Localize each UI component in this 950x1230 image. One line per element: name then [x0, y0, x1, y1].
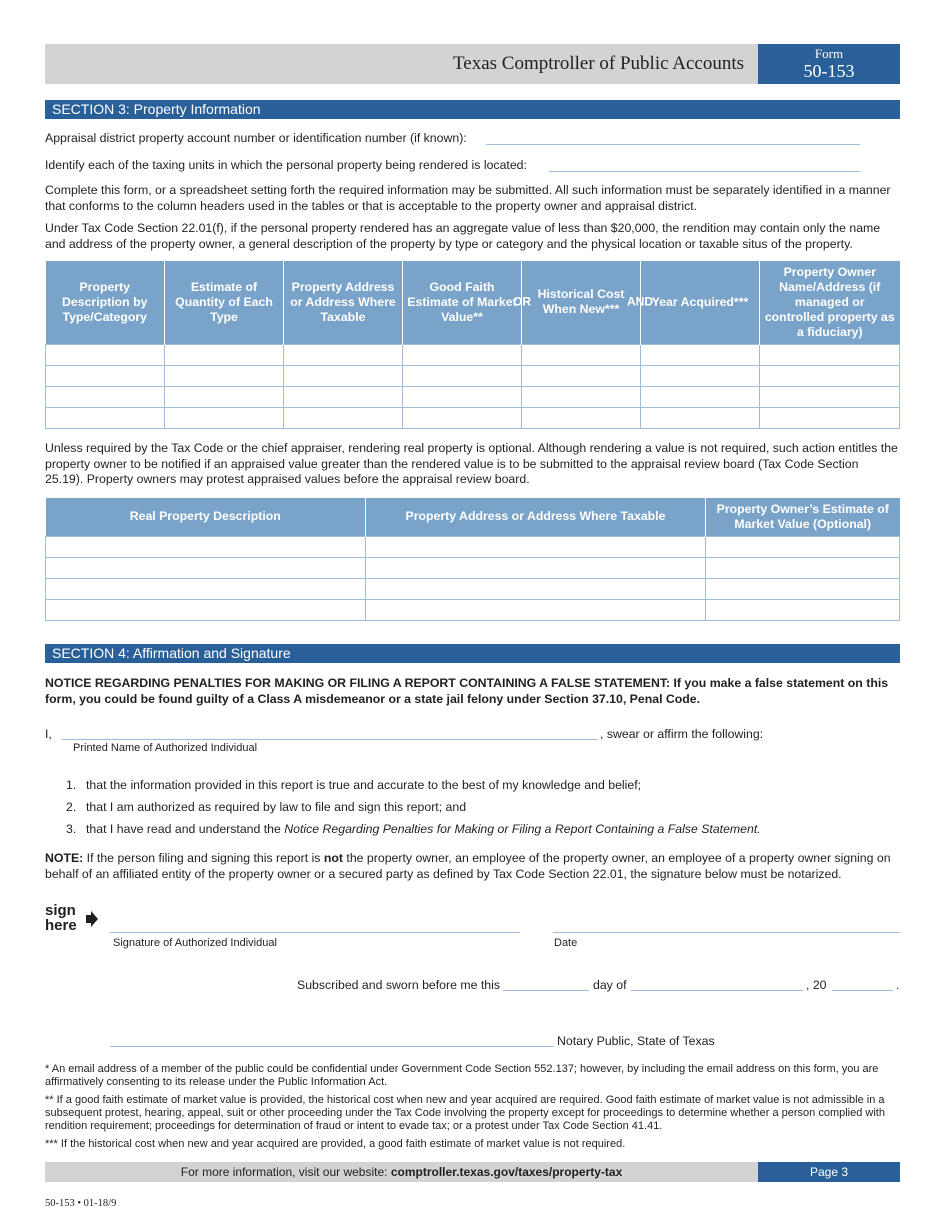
printed-name-field[interactable]	[62, 739, 598, 740]
form-number-badge	[758, 44, 900, 84]
table-cell[interactable]	[284, 407, 403, 428]
year-prefix: , 20	[806, 978, 827, 992]
col-header-description: Property Description by Type/Category	[46, 261, 165, 344]
section4-title: SECTION 4: Affirmation and Signature	[45, 644, 900, 663]
table-cell[interactable]	[165, 365, 284, 386]
col-header-real-property-description: Real Property Description	[46, 498, 366, 536]
col-header-owner-estimate: Property Owner’s Estimate of Market Value (Optional)	[706, 498, 900, 536]
table-cell[interactable]	[46, 344, 165, 365]
swear-label: , swear or affirm the following:	[600, 727, 764, 741]
affirmation-item-1: 1. that the information provided in this report is true and accurate to the best of my knowledge and belief;	[66, 778, 642, 792]
penalty-notice: NOTICE REGARDING PENALTIES FOR MAKING OR FILING A REPORT CONTAINING A FALSE STATEMENT: If you make a false statement on this form, you could be found guilty of a Class A misdemeanor or a state jail felony under Section 37.10, Penal Code.	[45, 676, 889, 706]
table-cell[interactable]	[165, 386, 284, 407]
table-cell[interactable]	[522, 344, 641, 365]
table-cell[interactable]	[641, 344, 760, 365]
table-cell[interactable]	[706, 578, 900, 599]
account-number-field[interactable]	[486, 144, 860, 145]
table-row	[46, 386, 900, 407]
table-cell[interactable]	[366, 578, 706, 599]
year-field[interactable]	[832, 990, 893, 991]
table-row	[46, 557, 900, 578]
real-property-table	[45, 498, 900, 621]
header-bar	[45, 44, 758, 84]
table-cell[interactable]	[46, 386, 165, 407]
account-number-label: Appraisal district property account number or identification number (if known):	[45, 131, 467, 145]
table-cell[interactable]	[641, 386, 760, 407]
arrow-right-icon	[85, 911, 99, 927]
taxing-units-field[interactable]	[549, 171, 860, 172]
notary-signature-field[interactable]	[110, 1046, 554, 1047]
instructions-paragraph-2: Under Tax Code Section 22.01(f), if the personal property rendered has an aggregate value of less than $20,000, the rendition may contain only the name and address of the property owner, a general description of the property by type or category and the physical location or taxable situs of the property.	[45, 221, 881, 251]
month-field[interactable]	[631, 990, 803, 991]
printed-name-caption: Printed Name of Authorized Individual	[73, 742, 258, 754]
and-conjunction: AND	[627, 294, 653, 309]
footnote-3: *** If the historical cost when new and year acquired are provided, a good faith estimate of market value is not required.	[45, 1138, 626, 1150]
table-cell[interactable]	[366, 599, 706, 620]
table-cell[interactable]	[284, 365, 403, 386]
notarization-note: NOTE: If the person filing and signing this report is not the property owner, an employee of the property owner, an employee of a property owner signing on behalf of an affiliated entity of the property owner or a secured party as defined by Tax Code Section 22.01, the signature below must be notarized.	[45, 851, 891, 881]
footer-info: For more information, visit our website: comptroller.texas.gov/taxes/property-tax	[45, 1162, 758, 1182]
agency-name: Texas Comptroller of Public Accounts	[452, 53, 744, 74]
table-cell[interactable]	[46, 536, 366, 557]
affirmation-item-2: 2. that I am authorized as required by law to file and sign this report; and	[66, 800, 467, 814]
table-cell[interactable]	[706, 599, 900, 620]
instructions-paragraph-3: Unless required by the Tax Code or the chief appraiser, rendering real property is optional. Although rendering a value is not required, such action entitles the property owner to be notified if an appraised value greater than the rendered value is to be submitted to the appraisal review board (Tax Code Section 25.19). Property owners may protest appraised values before the appraisal review board.	[45, 441, 898, 486]
table-cell[interactable]	[46, 599, 366, 620]
date-caption: Date	[554, 937, 578, 949]
table-cell[interactable]	[284, 344, 403, 365]
table-cell[interactable]	[46, 365, 165, 386]
table-cell[interactable]	[366, 536, 706, 557]
table-row	[46, 407, 900, 428]
col-header-year-acquired: Year Acquired***	[641, 261, 760, 344]
table-cell[interactable]	[46, 557, 366, 578]
table-cell[interactable]	[403, 344, 522, 365]
or-conjunction: OR	[513, 294, 531, 309]
table-row	[46, 365, 900, 386]
table-cell[interactable]	[522, 365, 641, 386]
col-header-quantity: Estimate of Quantity of Each Type	[165, 261, 284, 344]
page-number: Page 3	[758, 1162, 900, 1182]
footnote-2: ** If a good faith estimate of market value is provided, the historical cost when new and year acquired are required. Good faith estimate of market value is not admissible in a subsequent protest, hearing, appeal, suit or other proceeding under the Tax Code involving the property except for proceedings to determine whether a person complied with rendition requirement; proceedings for determination of fraud or intent to evade tax; or a protest under Tax Code Section 41.41.	[45, 1094, 885, 1132]
table-cell[interactable]	[46, 407, 165, 428]
sign-here-marker: sign here	[45, 902, 77, 934]
form-number: 50-153	[803, 61, 855, 81]
date-field[interactable]	[553, 932, 900, 933]
col-header-owner: Property Owner Name/Address (if managed or controlled property as a fiduciary)	[760, 261, 900, 344]
table-cell[interactable]	[366, 557, 706, 578]
taxing-units-label: Identify each of the taxing units in which the personal property being rendered is located:	[45, 158, 527, 172]
col-header-address: Property Address or Address Where Taxable	[284, 261, 403, 344]
table-cell[interactable]	[165, 407, 284, 428]
table-cell[interactable]	[706, 536, 900, 557]
table-cell[interactable]	[522, 386, 641, 407]
table-cell[interactable]	[760, 386, 900, 407]
form-code: 50-153 • 01-18/9	[45, 1198, 117, 1209]
day-field[interactable]	[503, 990, 589, 991]
signature-field[interactable]	[110, 932, 520, 933]
table-cell[interactable]	[403, 386, 522, 407]
table-cell[interactable]	[284, 386, 403, 407]
table-cell[interactable]	[706, 557, 900, 578]
website-link[interactable]: comptroller.texas.gov/taxes/property-tax	[390, 1165, 623, 1179]
table-row	[46, 578, 900, 599]
table-cell[interactable]	[760, 407, 900, 428]
affirmation-item-3: 3. that I have read and understand the Notice Regarding Penalties for Making or Filing a Report Containing a False Statement.	[66, 822, 761, 836]
personal-property-table	[45, 261, 900, 429]
period: .	[896, 978, 900, 992]
table-cell[interactable]	[403, 407, 522, 428]
table-cell[interactable]	[522, 407, 641, 428]
footnote-1: * An email address of a member of the public could be confidential under Government Code Section 552.137; however, by including the email address on this form, you are affirmatively consenting to its release under the Public Information Act.	[45, 1063, 879, 1088]
notary-label: Notary Public, State of Texas	[557, 1034, 715, 1048]
table-row	[46, 599, 900, 620]
table-cell[interactable]	[403, 365, 522, 386]
col-header-market-value: Good Faith Estimate of Market Value** OR	[403, 261, 522, 344]
signature-caption: Signature of Authorized Individual	[113, 937, 277, 949]
section3-title: SECTION 3: Property Information	[45, 100, 900, 119]
table-row	[46, 344, 900, 365]
col-header-real-property-address: Property Address or Address Where Taxable	[366, 498, 706, 536]
table-cell[interactable]	[641, 407, 760, 428]
table-cell[interactable]	[641, 365, 760, 386]
table-cell[interactable]	[760, 344, 900, 365]
subscribed-label: Subscribed and sworn before me this	[297, 978, 501, 992]
day-of-label: day of	[593, 978, 627, 992]
table-cell[interactable]	[46, 578, 366, 599]
table-cell[interactable]	[760, 365, 900, 386]
form-label: Form	[814, 46, 844, 61]
table-row	[46, 536, 900, 557]
col-header-historical-cost: Historical Cost When New*** AND	[522, 261, 641, 344]
table-cell[interactable]	[165, 344, 284, 365]
instructions-paragraph-1: Complete this form, or a spreadsheet setting forth the required information may be submitted. All such information must be separately identified in a manner that conforms to the column headers used in the tables or that is acceptable to the property owner and appraisal district.	[45, 183, 891, 213]
i-label: I,	[45, 727, 52, 741]
